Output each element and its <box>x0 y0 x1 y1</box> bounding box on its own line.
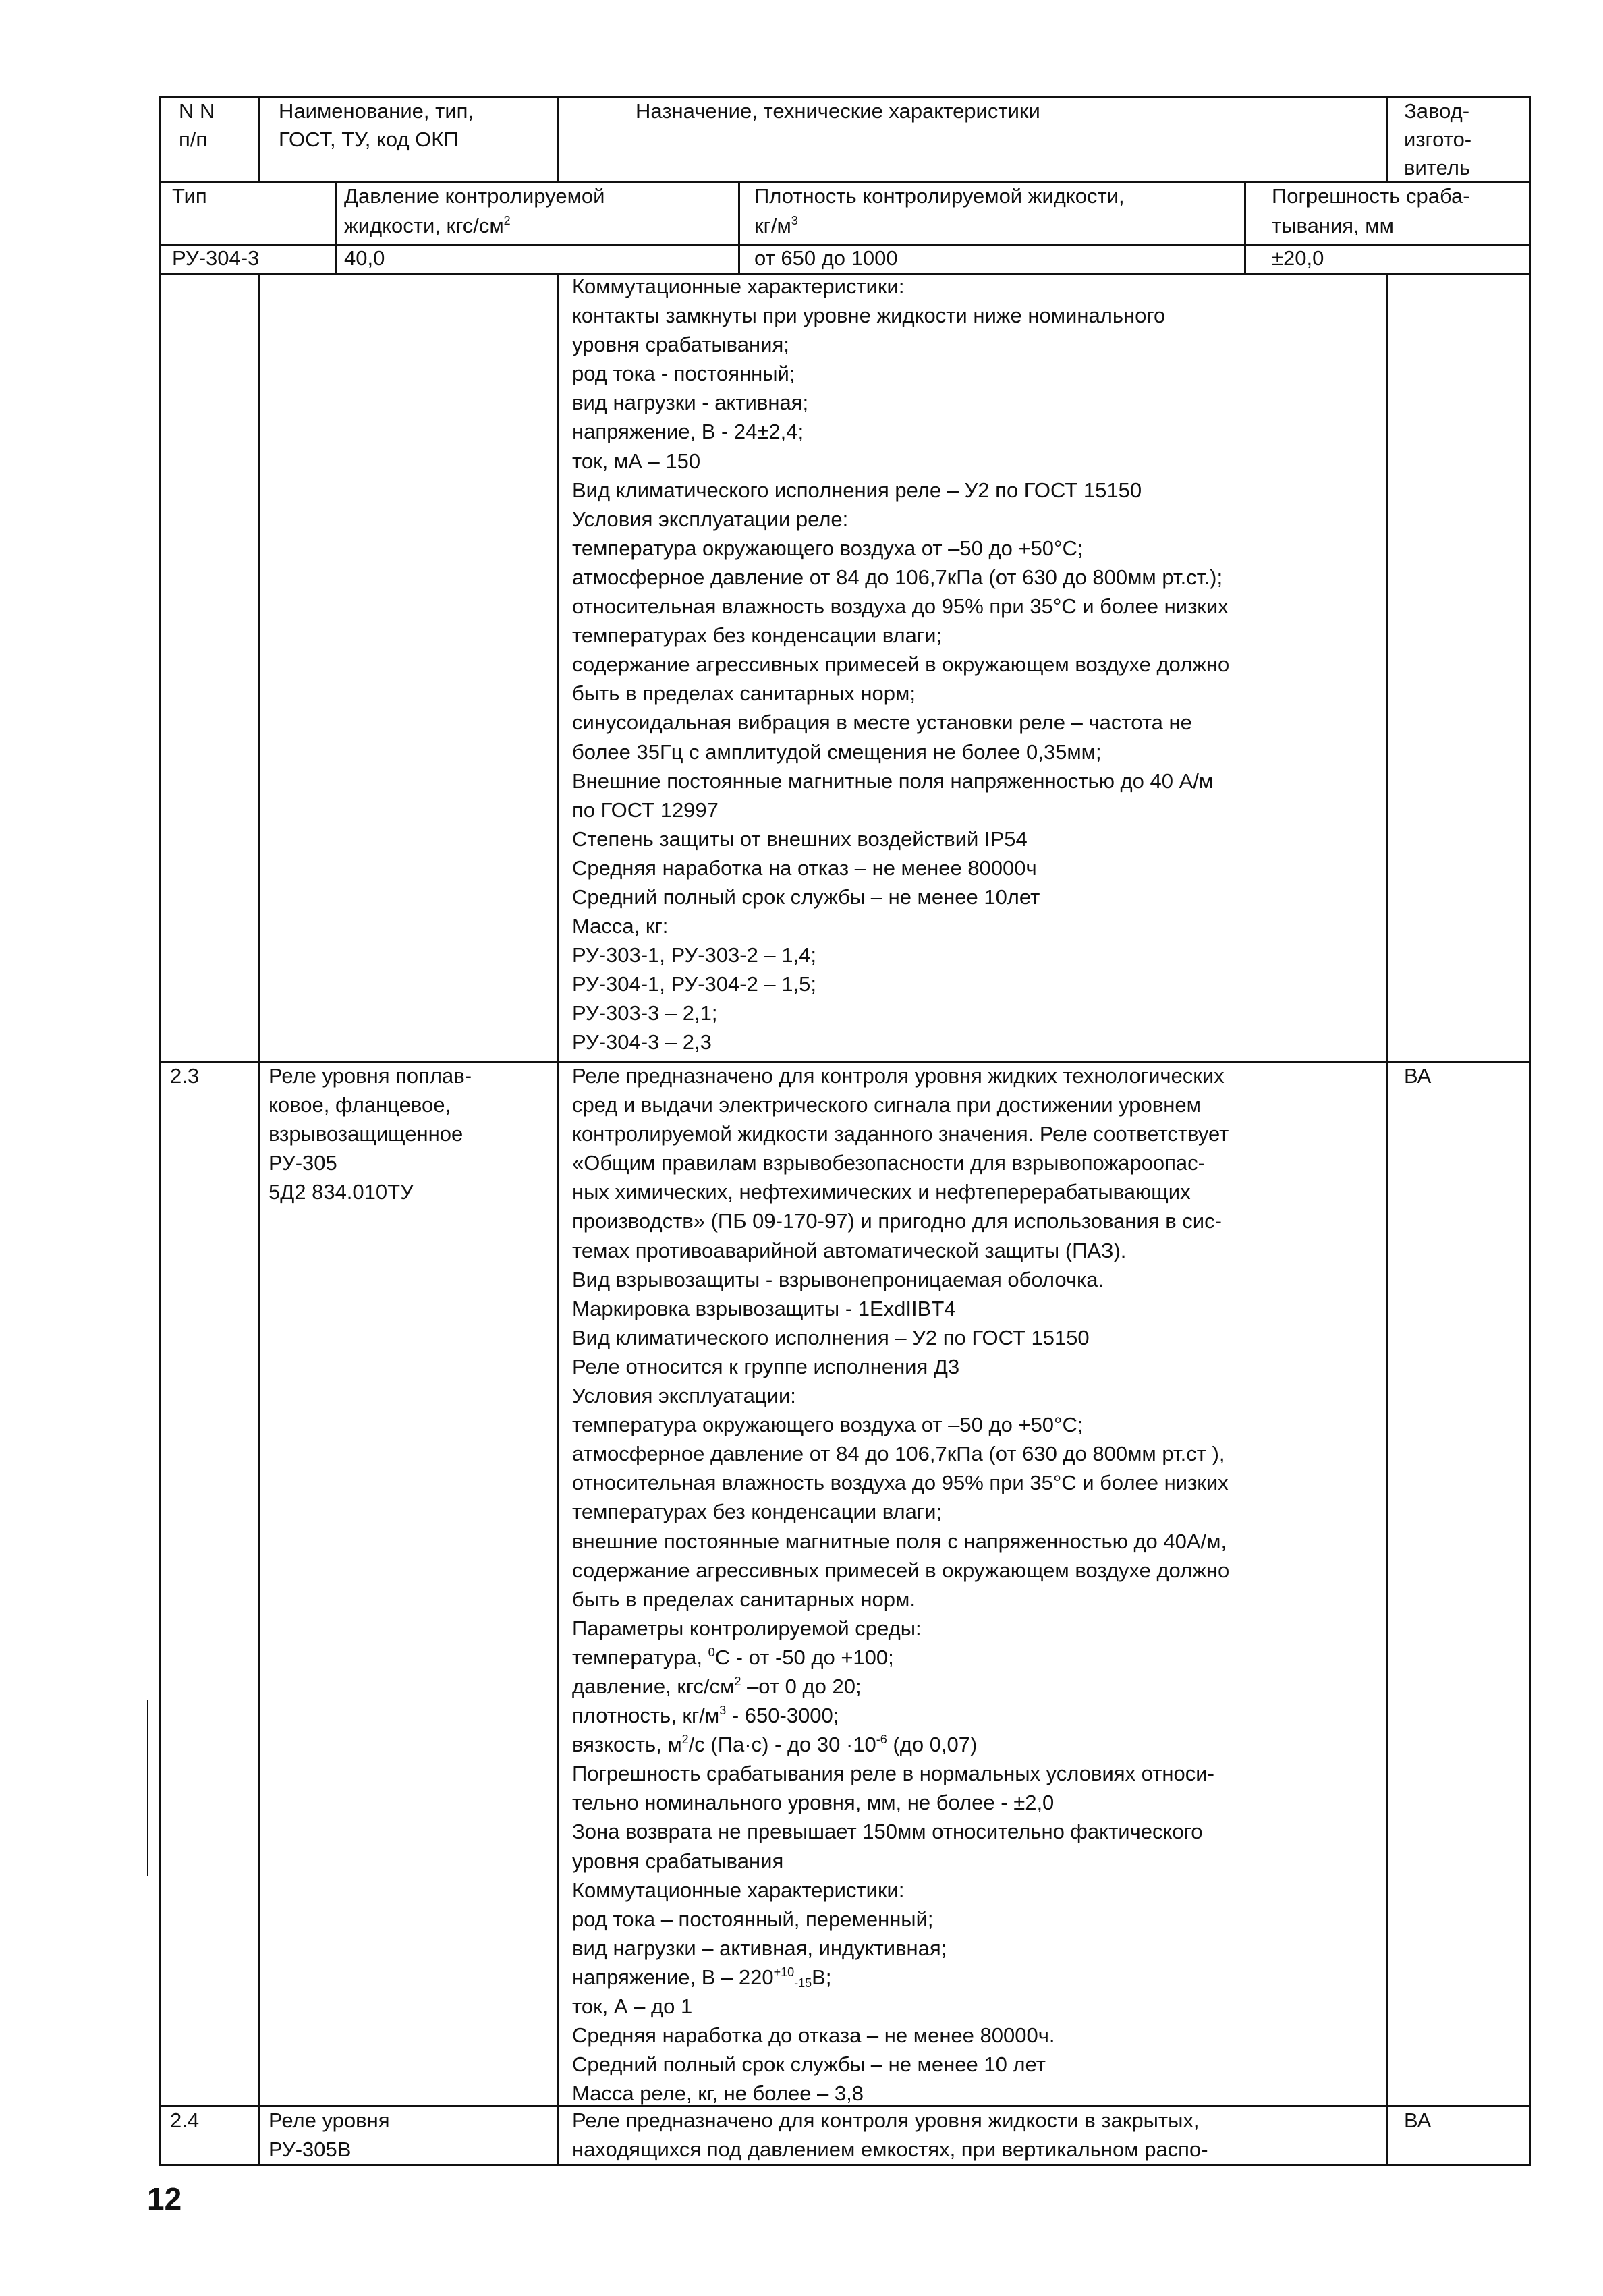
text-line: температурах без конденсации влаги; <box>572 623 943 648</box>
text-line: напряжение, В - 24±2,4; <box>572 420 804 444</box>
rule-sub-col1 <box>335 181 337 273</box>
row-2-4-maker: ВА <box>1404 2108 1432 2132</box>
text-line: температурах без конденсации влаги; <box>572 1500 943 1524</box>
text-line: Коммутационные характеристики: <box>572 1878 905 1902</box>
text-line: относительная влажность воздуха до 95% при 35°С и более низких <box>572 594 1229 619</box>
row-2-4-name <box>269 2106 389 2164</box>
subheader-density-line2: $кг/м^3$ <box>754 214 798 237</box>
name-line: РУ-305В <box>269 2137 351 2162</box>
text-line: Масса, кг: <box>572 914 669 939</box>
page-number: 12 <box>147 2181 182 2216</box>
text-line: Реле предназначено для контроля уровня жидкости в закрытых, <box>572 2108 1200 2132</box>
text-line: РУ-304-3 – 2,3 <box>572 1030 712 1055</box>
rule-header-col3 <box>1386 96 1388 181</box>
text-line: атмосферное давление от 84 до 106,7кПа (от 630 до 800мм рт.ст ), <box>572 1442 1225 1466</box>
header-num-line2: п/п <box>179 128 208 151</box>
text-line: сред и выдачи электрического сигнала при достижении уровнем <box>572 1093 1201 1117</box>
row-2-3-maker: ВА <box>1404 1064 1432 1088</box>
text-line: Средний полный срок службы – не менее 10 лет <box>572 2052 1046 2077</box>
row-2-4-number: 2.4 <box>170 2108 200 2132</box>
rule-body-col3 <box>1386 273 1388 2166</box>
row-2-3-name <box>269 1061 472 1206</box>
text-line: температура окружающего воздуха от –50 до +50°С; <box>572 536 1084 560</box>
subrow-pressure: 40,0 <box>344 246 385 270</box>
rule-body-col1 <box>258 273 260 2166</box>
medium-density: плотность, $кг/м^3 - 650-3000$; <box>572 1704 839 1728</box>
text-line: РУ-303-3 – 2,1; <box>572 1001 718 1026</box>
text-line: Средняя наработка на отказ – не менее 80000ч <box>572 856 1037 880</box>
subheader-error-line2: тывания, мм <box>1272 214 1394 237</box>
name-line: Реле уровня поплав- <box>269 1064 472 1088</box>
text-line: Параметры контролируемой среды: <box>572 1616 922 1640</box>
rule-header-col2 <box>557 96 559 181</box>
rule-sub-col2 <box>738 181 740 273</box>
text-line: Коммутационные характеристики: <box>572 275 905 298</box>
text-line: ток, А – до 1 <box>572 1994 693 2018</box>
rule-body-col2 <box>557 273 559 2166</box>
name-line: взрывозащищенное <box>269 1122 463 1146</box>
subrow-density: от 650 до 1000 <box>754 246 898 270</box>
name-line: Реле уровня <box>269 2108 390 2132</box>
text-line: быть в пределах санитарных норм; <box>572 681 916 706</box>
text-line: вид нагрузки - активная; <box>572 391 809 415</box>
text-line: Масса реле, кг, не более – 3,8 <box>572 2081 864 2106</box>
name-line: ковое, фланцевое, <box>269 1093 451 1117</box>
text-line: Вид климатического исполнения – У2 по ГОСТ 15150 <box>572 1325 1090 1349</box>
subheader-error-line1: Погрешность сраба- <box>1272 184 1470 208</box>
subheader-density-line1: Плотность контролируемой жидкости, <box>754 184 1125 208</box>
text-line: уровня срабатывания; <box>572 333 789 357</box>
text-line: род тока - постоянный; <box>572 362 795 386</box>
text-line: контролируемой жидкости заданного значения. Реле соответствует <box>572 1122 1229 1146</box>
text-line: Условия эксплуатации реле: <box>572 507 849 531</box>
header-num-line1: N N <box>179 99 215 123</box>
text-line: более 35Гц с амплитудой смещения не более 0,35мм; <box>572 739 1102 764</box>
header-purpose: Назначение, технические характеристики <box>636 99 1040 123</box>
subheader-type: Тип <box>172 184 207 208</box>
rule-right <box>1529 96 1531 2166</box>
header-maker-line1: Завод- <box>1404 99 1470 123</box>
name-line: 5Д2 834.010ТУ <box>269 1180 414 1204</box>
text-line: синусоидальная вибрация в месте установки реле – частота не <box>572 710 1192 735</box>
text-line: вид нагрузки – активная, индуктивная; <box>572 1936 947 1960</box>
text-line: Маркировка взрывозащиты - 1ExdIIBT4 <box>572 1296 956 1320</box>
text-line: РУ-304-1, РУ-304-2 – 1,5; <box>572 972 816 997</box>
text-line: находящихся под давлением емкостях, при вертикальном распо- <box>572 2137 1208 2162</box>
header-name-line1: Наименование, тип, <box>279 99 474 123</box>
text-line: тельно номинального уровня, мм, не более - ±2,0 <box>572 1791 1054 1815</box>
medium-temperature: температура, $^0$С - от -50 до +100; <box>572 1645 894 1669</box>
text-line: Условия эксплуатации: <box>572 1384 796 1408</box>
text-line: атмосферное давление от 84 до 106,7кПа (от 630 до 800мм рт.ст.); <box>572 565 1223 589</box>
text-line: содержание агрессивных примесей в окружающем воздухе должно <box>572 652 1230 677</box>
text-line: быть в пределах санитарных норм. <box>572 1587 916 1611</box>
text-line: ных химических, нефтехимических и нефтеперерабатывающих <box>572 1180 1191 1204</box>
rule-header-col1 <box>258 96 260 181</box>
row-2-3-number: 2.3 <box>170 1064 200 1088</box>
subrow-error: ±20,0 <box>1272 246 1324 270</box>
text-line: температура окружающего воздуха от –50 до +50°С; <box>572 1413 1084 1437</box>
text-line: Вид взрывозащиты - взрывонепроницаемая оболочка. <box>572 1267 1104 1291</box>
text-line: контакты замкнуты при уровне жидкости ниже номинального <box>572 304 1166 328</box>
text-line: Реле предназначено для контроля уровня жидких технологических <box>572 1064 1225 1088</box>
text-line: темах противоаварийной автоматической защиты (ПАЗ). <box>572 1238 1127 1262</box>
name-line: РУ-305 <box>269 1151 337 1175</box>
text-line: Степень защиты от внешних воздействий IP54 <box>572 827 1028 851</box>
text-line: Вид климатического исполнения реле – У2 по ГОСТ 15150 <box>572 478 1142 502</box>
text-line: РУ-303-1, РУ-303-2 – 1,4; <box>572 943 816 968</box>
medium-viscosity: вязкость, $м^2/с$ (Па·с) - до $30 \cdot 10^{-6}$ (до 0,07) <box>572 1733 978 1757</box>
header-name-line2: ГОСТ, ТУ, код ОКП <box>279 128 459 151</box>
subheader-pressure-line1: Давление контролируемой <box>344 184 605 208</box>
switching-voltage: напряжение, В – $220^{+10}_{-15}В$; <box>572 1965 832 1990</box>
text-line: род тока – постоянный, переменный; <box>572 1907 934 1931</box>
continuation-characteristics <box>572 272 1229 1057</box>
text-line: ток, мА – 150 <box>572 449 701 473</box>
header-maker-line3: витель <box>1404 156 1471 179</box>
subheader-pressure-line2: жидкости, кгс/$см^2$ <box>344 214 511 237</box>
medium-pressure: давление, кгс/$см^2$ –от 0 до 20; <box>572 1674 862 1698</box>
text-line: по ГОСТ 12997 <box>572 797 719 822</box>
rule-bottom <box>159 2164 1531 2166</box>
header-maker-line2: изгото- <box>1404 128 1472 151</box>
row-2-4-description <box>572 2106 1208 2164</box>
text-line: Зона возврата не превышает 150мм относительно фактического <box>572 1820 1203 1844</box>
text-line: внешние постоянные магнитные поля с напряженностью до 40А/м, <box>572 1529 1227 1553</box>
text-line: Реле относится к группе исполнения Д3 <box>572 1354 960 1378</box>
text-line: содержание агрессивных примесей в окружающем воздухе должно <box>572 1558 1230 1582</box>
text-line: уровня срабатывания <box>572 1849 784 1873</box>
text-line: относительная влажность воздуха до 95% при 35°С и более низких <box>572 1471 1229 1495</box>
subrow-type: РУ-304-3 <box>172 246 260 270</box>
text-line: Внешние постоянные магнитные поля напряженностью до 40 А/м <box>572 768 1214 793</box>
rule-sub-col3 <box>1244 181 1246 273</box>
row-2-3-description <box>572 1061 1229 2108</box>
text-line: Средняя наработка до отказа – не менее 80000ч. <box>572 2023 1055 2048</box>
text-line: Средний полный срок службы – не менее 10лет <box>572 885 1040 909</box>
margin-mark <box>147 1700 148 1876</box>
text-line: «Общим правилам взрывобезопасности для взрывопожароопас- <box>572 1151 1205 1175</box>
rule-left <box>159 96 161 2166</box>
text-line: производств» (ПБ 09-170-97) и пригодно для использования в сис- <box>572 1209 1222 1233</box>
text-line: Погрешность срабатывания реле в нормальных условиях относи- <box>572 1762 1214 1786</box>
